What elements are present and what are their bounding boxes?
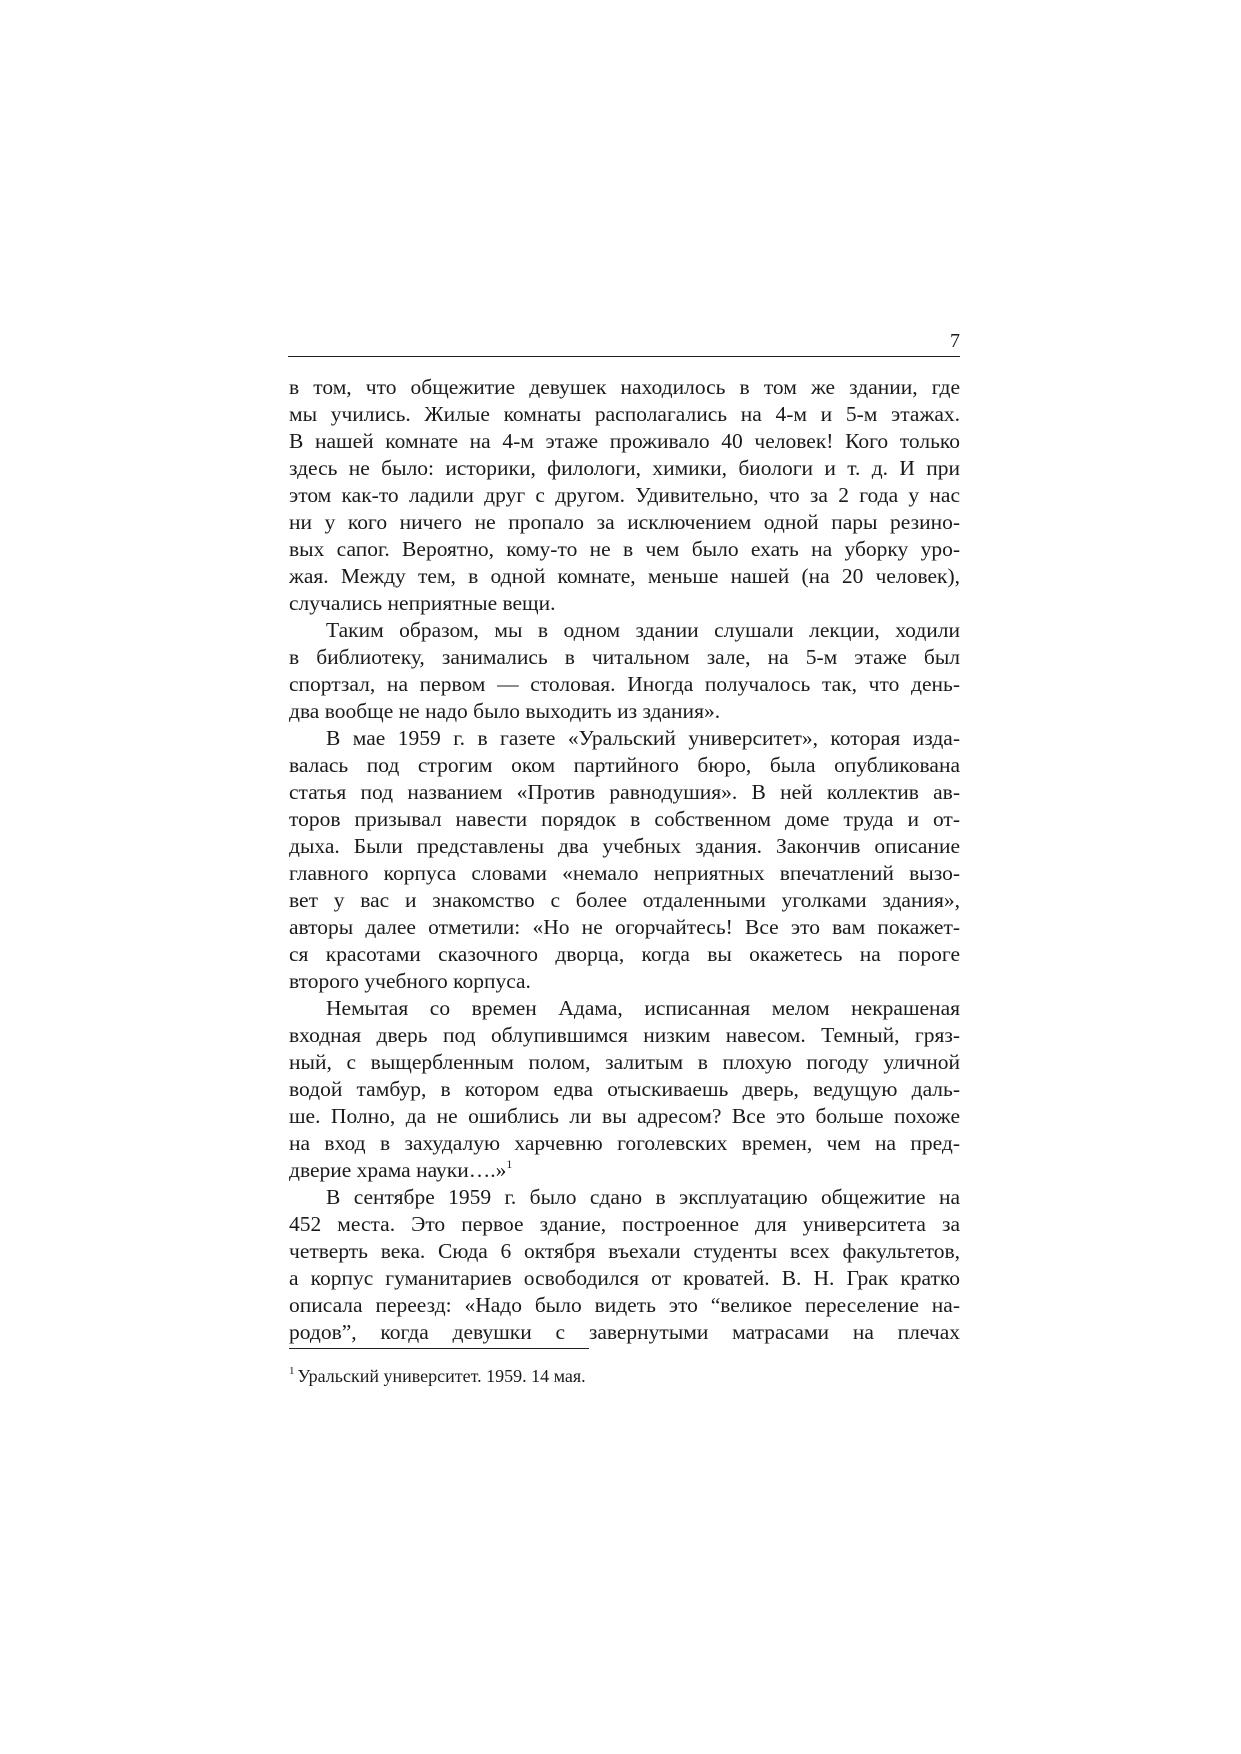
footnote [289, 1364, 586, 1388]
text-line: статья под названием «Против равнодушия». В ней коллектив ав- [289, 780, 960, 804]
text-line: входная дверь под облупившимся низким навесом. Темный, гряз- [289, 1023, 960, 1047]
text-line: спортзал, на первом — столовая. Иногда получалось так, что день- [289, 672, 960, 696]
text-line: второго учебного корпуса. [289, 969, 531, 993]
footnote-text: Уральский университет. 1959. 14 мая. [297, 1366, 586, 1386]
paragraph [289, 617, 960, 725]
text-line: В мае 1959 г. в газете «Уральский университет», которая изда- [326, 726, 960, 750]
text-line: здесь не было: историки, филологи, химики, биологи и т. д. И при [289, 456, 960, 480]
paragraph [289, 725, 960, 995]
footnote-rule [289, 1348, 589, 1349]
text-line: ный, с выщербленным полом, залитым в плохую погоду уличной [289, 1050, 960, 1074]
paragraph [289, 1184, 960, 1346]
text-line: а корпус гуманитариев освободился от кроватей. В. Н. Грак кратко [289, 1266, 960, 1290]
text-line-with-footnote [289, 1157, 960, 1184]
text-line: дыха. Были представлены два учебных здания. Закончив описание [289, 834, 960, 858]
text-line: главного корпуса словами «немало неприятных впечатлений вызо- [289, 861, 960, 885]
text-line: в библиотеку, занимались в читальном зале, на 5-м этаже был [289, 645, 960, 669]
footnote-reference[interactable]: 1 [506, 1157, 513, 1171]
text-line: ся красотами сказочного дворца, когда вы окажетесь на пороге [289, 942, 960, 966]
text-line: Немытая со времен Адама, исписанная мелом некрашеная [326, 996, 960, 1020]
page-number: 7 [950, 330, 960, 352]
text-line: на вход в захудалую харчевню гоголевских времен, чем на пред- [289, 1131, 960, 1155]
text-line: вых сапог. Вероятно, кому-то не в чем было ехать на уборку уро- [289, 537, 960, 561]
text-line: торов призывал навести порядок в собственном доме труда и от- [289, 807, 960, 831]
text-line: два вообще не надо было выходить из здания». [289, 699, 721, 723]
text-line: случались неприятные вещи. [289, 591, 556, 615]
text-line: мы учились. Жилые комнаты располагались на 4-м и 5-м этажах. [289, 402, 960, 426]
body-text [289, 374, 960, 1346]
text-line: валась под строгим оком партийного бюро, была опубликована [289, 753, 960, 777]
paragraph [289, 995, 960, 1184]
text-line: водой тамбур, в котором едва отыскиваешь дверь, ведущую даль- [289, 1077, 960, 1101]
text-line: вет у вас и знакомство с более отдаленными уголками здания», [289, 888, 960, 912]
text-line: описала переезд: «Надо было видеть это “великое переселение на- [289, 1293, 960, 1317]
paragraph [289, 374, 960, 617]
text-line: 452 места. Это первое здание, построенное для университета за [289, 1212, 960, 1236]
text-line: родов”, когда девушки с завернутыми матрасами на плечах [289, 1320, 960, 1344]
text-line: ни у кого ничего не пропало за исключением одной пары резино- [289, 510, 960, 534]
text-line: четверть века. Сюда 6 октября въехали студенты всех факультетов, [289, 1239, 960, 1263]
text-line: жая. Между тем, в одной комнате, меньше нашей (на 20 человек), [289, 564, 960, 588]
text-line: этом как-то ладили друг с другом. Удивительно, что за 2 года у нас [289, 483, 960, 507]
text-line: авторы далее отметили: «Но не огорчайтесь! Все это вам покажет- [289, 915, 960, 939]
text-line: дверие храма науки….» [289, 1158, 507, 1182]
footnote-mark: 1 [289, 1365, 295, 1377]
text-line: Таким образом, мы в одном здании слушали лекции, ходили [326, 618, 960, 642]
header-rule [288, 356, 960, 357]
text-line: В сентябре 1959 г. было сдано в эксплуатацию общежитие на [326, 1185, 960, 1209]
text-line: в том, что общежитие девушек находилось в том же здании, где [289, 375, 960, 399]
text-line: В нашей комнате на 4-м этаже проживало 40 человек! Кого только [289, 429, 960, 453]
text-line: ше. Полно, да не ошиблись ли вы адресом? Все это больше похоже [289, 1104, 960, 1128]
